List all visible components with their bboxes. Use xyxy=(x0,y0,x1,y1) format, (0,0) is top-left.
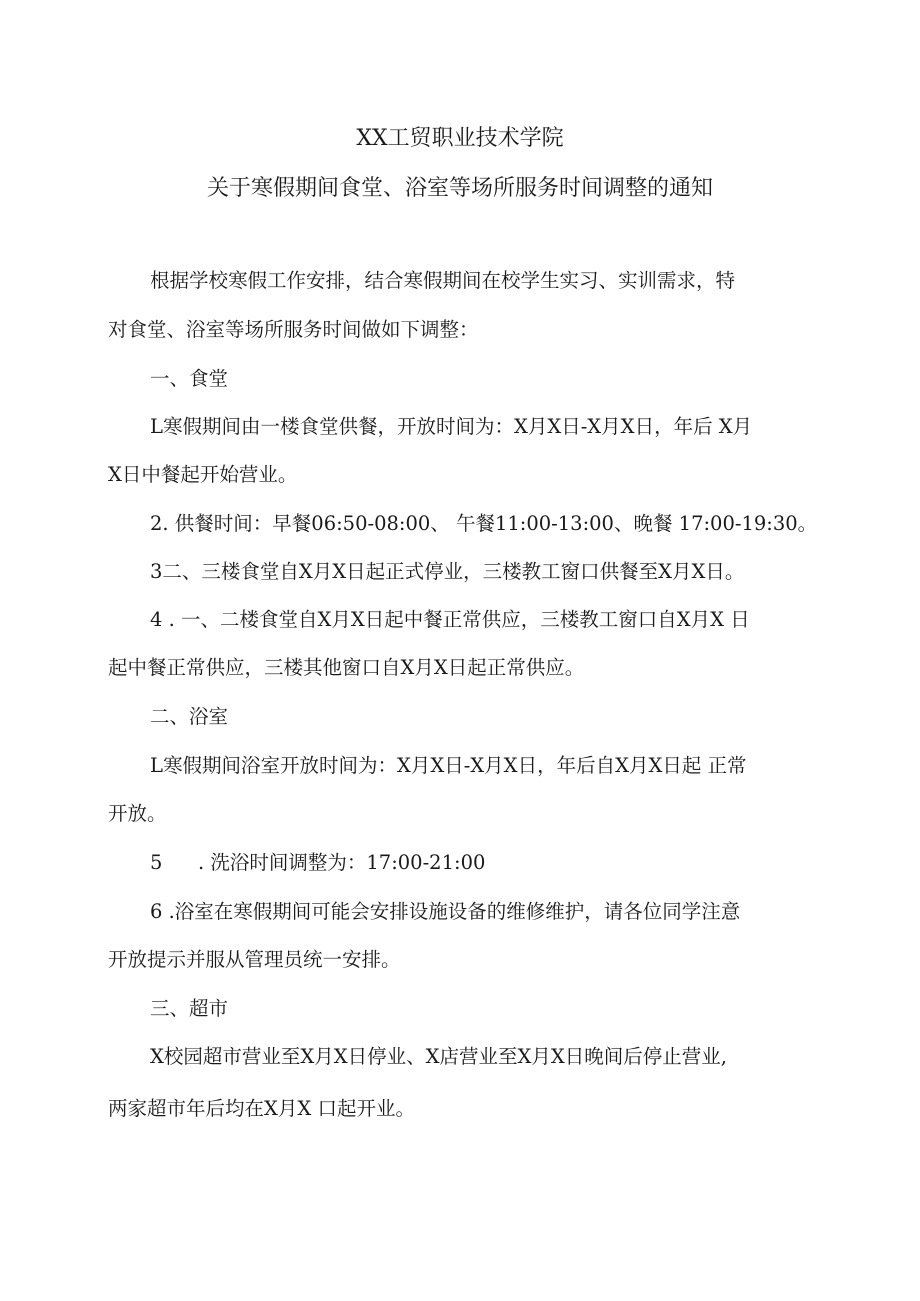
intro-line-2: 对食堂、浴室等场所服务时间做如下调整： xyxy=(108,318,479,341)
bath-item-2-number: 5 xyxy=(150,851,163,874)
canteen-item-3: 3二、三楼食堂自X月X日起正式停业，三楼教工窗口供餐至X月X日。 xyxy=(150,560,745,583)
document-subtitle: 关于寒假期间食堂、浴室等场所服务时间调整的通知 xyxy=(206,176,713,201)
document-title: XX工贸职业技术学院 xyxy=(356,126,564,151)
canteen-item-4-line-1: 4 . 一、二楼食堂自X月X日起中餐正常供应，三楼教工窗口自X月X 日 xyxy=(150,608,750,631)
canteen-item-1-line-2: X日中餐起开始营业。 xyxy=(108,463,298,486)
canteen-item-2: 2. 供餐时间：早餐06:50-08:00、 午餐11:00-13:00、晚餐 17:00-19:30。 xyxy=(150,512,818,535)
bath-item-3-line-2: 开放提示并服从管理员统一安排。 xyxy=(108,948,401,971)
section-heading-market: 三、超市 xyxy=(150,997,229,1020)
section-heading-bath: 二、浴室 xyxy=(150,705,229,728)
canteen-item-4-line-2: 起中餐正常供应，三楼其他窗口自X月X日起正常供应。 xyxy=(108,656,585,679)
market-line-2: 两家超市年后均在X月X 口起开业。 xyxy=(108,1097,415,1120)
bath-item-3-line-1: 6 .浴室在寒假期间可能会安排设施设备的维修维护，请各位同学注意 xyxy=(150,900,741,923)
canteen-item-1-line-1: L寒假期间由一楼食堂供餐，开放时间为：X月X日-X月X日，年后 X月 xyxy=(150,415,753,438)
bath-item-1-line-1: L寒假期间浴室开放时间为：X月X日-X月X日，年后自X月X日起 正常 xyxy=(150,754,747,777)
intro-line-1: 根据学校寒假工作安排，结合寒假期间在校学生实习、实训需求，特 xyxy=(150,269,736,292)
market-line-1: X校园超市营业至X月X日停业、X店营业至X月X日晚间后停止营业, xyxy=(150,1045,727,1068)
section-heading-canteen: 一、食堂 xyxy=(150,367,229,390)
bath-item-2-text: . 洗浴时间调整为：17:00-21:00 xyxy=(198,851,486,874)
bath-item-1-line-2: 开放。 xyxy=(108,802,167,825)
